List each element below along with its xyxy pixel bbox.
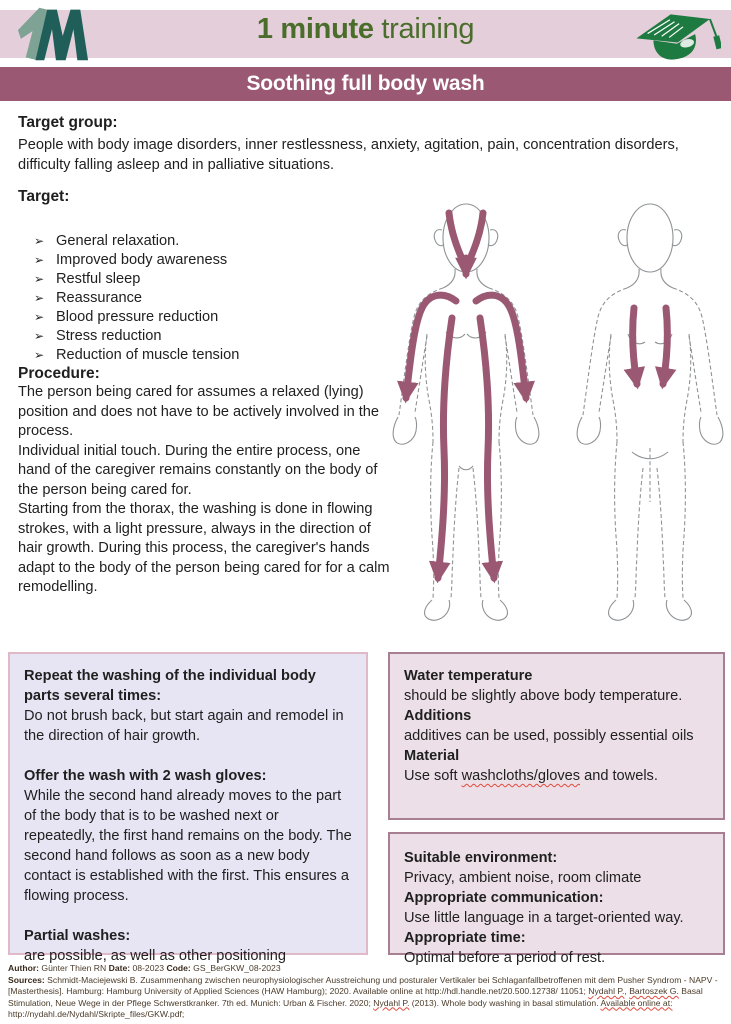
footer-sources — [8, 975, 725, 1021]
spellcheck-underlined-text: Available online at: — [600, 997, 673, 1008]
info-box-water-material — [388, 652, 725, 820]
box-text — [404, 766, 709, 786]
spellcheck-underlined-text: Nydahl P. — [373, 997, 410, 1008]
box-text-part: Use soft — [404, 768, 462, 784]
author-value: Günter Thien RN — [39, 963, 109, 973]
box-heading: Suitable environment: — [404, 850, 558, 866]
sources-text: Basal Stimulation, Neue Wege in der Pflege Schwerstkranker. 7th ed. Munich: Urban & Fischer. 2020; — [8, 986, 703, 1008]
box-heading: Additions — [404, 708, 472, 724]
sources-label: Sources: — [8, 974, 45, 985]
procedure-paragraph: Starting from the thorax, the washing is done in flowing strokes, with a light pressure, always in the direction of hair growth. During this process, the caregiver's hands adapt to the body of the person being cared for for a calm remodelling. — [18, 501, 390, 595]
spellcheck-underlined-text: washcloths/gloves — [461, 768, 581, 784]
footer — [8, 963, 725, 1021]
sources-text: (2013). Whole body washing in basal stimulation. — [409, 997, 601, 1008]
date-value: 08-2023 — [130, 963, 167, 973]
box-heading: Partial washes: — [24, 928, 131, 944]
box-text: Privacy, ambient noise, room climate — [404, 870, 642, 886]
sources-text: http://nydahl.de/Nydahl/Skripte_files/GKW.pdf; — [8, 1009, 185, 1019]
goal-label: Improved body awareness — [56, 252, 228, 268]
goal-label: Stress reduction — [56, 328, 162, 344]
front-wash-arrows — [406, 213, 526, 578]
list-item — [34, 251, 394, 270]
list-item — [34, 232, 394, 251]
arrow-bullet-icon: ➢ — [34, 348, 45, 362]
list-item — [34, 327, 394, 346]
author-label: Author: — [8, 963, 40, 973]
info-box-repeat-washing — [8, 652, 368, 964]
box-heading: Material — [404, 748, 460, 764]
spellcheck-underlined-text: Bartoszek G. — [629, 986, 679, 996]
box-text: should be slightly above body temperature. — [404, 688, 683, 704]
wash-direction-diagrams — [386, 196, 730, 653]
box-text: Use little language in a target-oriented way. — [404, 910, 684, 926]
info-box-environment — [388, 832, 725, 966]
document-title: Soothing full body wash — [246, 72, 485, 95]
sources-text: , — [624, 986, 630, 996]
body-back-diagram — [577, 204, 723, 620]
goal-label: General relaxation. — [56, 233, 180, 249]
page-title — [0, 13, 731, 46]
arrow-bullet-icon: ➢ — [34, 272, 45, 286]
list-item — [34, 270, 394, 289]
box-heading: Water temperature — [404, 668, 533, 684]
code-value: GS_BerGKW_08-2023 — [190, 963, 281, 973]
target-group-text: People with body image disorders, inner restlessness, anxiety, agitation, pain, concentration disorders, difficulty falling asleep and in palliative situations. — [18, 137, 679, 173]
page-title-rest: training — [373, 13, 475, 45]
goal-label: Reduction of muscle tension — [56, 347, 240, 363]
box-text: While the second hand already moves to the part of the body that is to be washed next or repeatedly, the first hand remains on the body. The second hand follows as soon as a new body contact is established with the first. This ensures a flowing process. — [24, 788, 352, 904]
goal-label: Blood pressure reduction — [56, 309, 219, 325]
procedure-paragraph: Individual initial touch. During the entire process, one hand of the caregiver remains constantly on the body of the person being cared for. — [18, 442, 378, 498]
code-label: Code: — [166, 963, 191, 973]
box-text: additives can be used, possibly essential oils — [404, 728, 694, 744]
section-main-column — [18, 188, 394, 598]
target-group-heading: Target group: — [18, 114, 118, 131]
goal-label: Reassurance — [56, 290, 142, 306]
body-front-diagram — [393, 204, 539, 620]
arrow-bullet-icon: ➢ — [34, 310, 45, 324]
box-heading: Repeat the washing of the individual body parts several times: — [24, 668, 316, 704]
box-heading: Appropriate time: — [404, 930, 526, 946]
arrow-bullet-icon: ➢ — [34, 291, 45, 305]
box-text: Do not brush back, but start again and remodel in the direction of hair growth. — [24, 708, 344, 744]
list-item — [34, 346, 394, 365]
document-title-banner — [0, 67, 731, 101]
target-goal-list — [18, 232, 394, 365]
date-label: Date: — [108, 963, 131, 973]
arrow-bullet-icon: ➢ — [34, 329, 45, 343]
page-title-bold: 1 minute — [256, 13, 374, 45]
goal-label: Restful sleep — [56, 271, 141, 287]
footer-author-line — [8, 963, 725, 975]
box-text: Optimal before a period of rest. — [404, 950, 606, 966]
arrow-bullet-icon: ➢ — [34, 253, 45, 267]
procedure-heading: Procedure: — [18, 365, 100, 382]
back-wash-arrows — [633, 308, 668, 384]
arrow-bullet-icon: ➢ — [34, 234, 45, 248]
box-heading: Appropriate communication: — [404, 890, 604, 906]
procedure-paragraph: The person being cared for assumes a relaxed (lying) position and does not have to be actively involved in the process. — [18, 384, 380, 439]
box-heading: Offer the wash with 2 wash gloves: — [24, 768, 267, 784]
sources-text: Schmidt-Maciejewski B. Zusammenhang zwischen neurophysiologischer Ausstreichung und posturaler Vertikaler bei Schlaganfallbetroffenen mit dem Pusher Syndrom - NAPV - [Masterthesis]. Hamburg: Hamburg University of Applied Sciences (HAW Hamburg); 2020. Available online at http://hdl.handle.net/20.500.12738/ 11051; — [8, 974, 718, 996]
spellcheck-underlined-text: Nydahl P. — [588, 986, 625, 996]
box-text: are possible, as well as other positioning — [24, 948, 287, 964]
list-item — [34, 289, 394, 308]
section-target-group — [18, 114, 718, 175]
box-text-part: and towels. — [580, 768, 658, 784]
list-item — [34, 308, 394, 327]
target-heading: Target: — [18, 188, 70, 205]
